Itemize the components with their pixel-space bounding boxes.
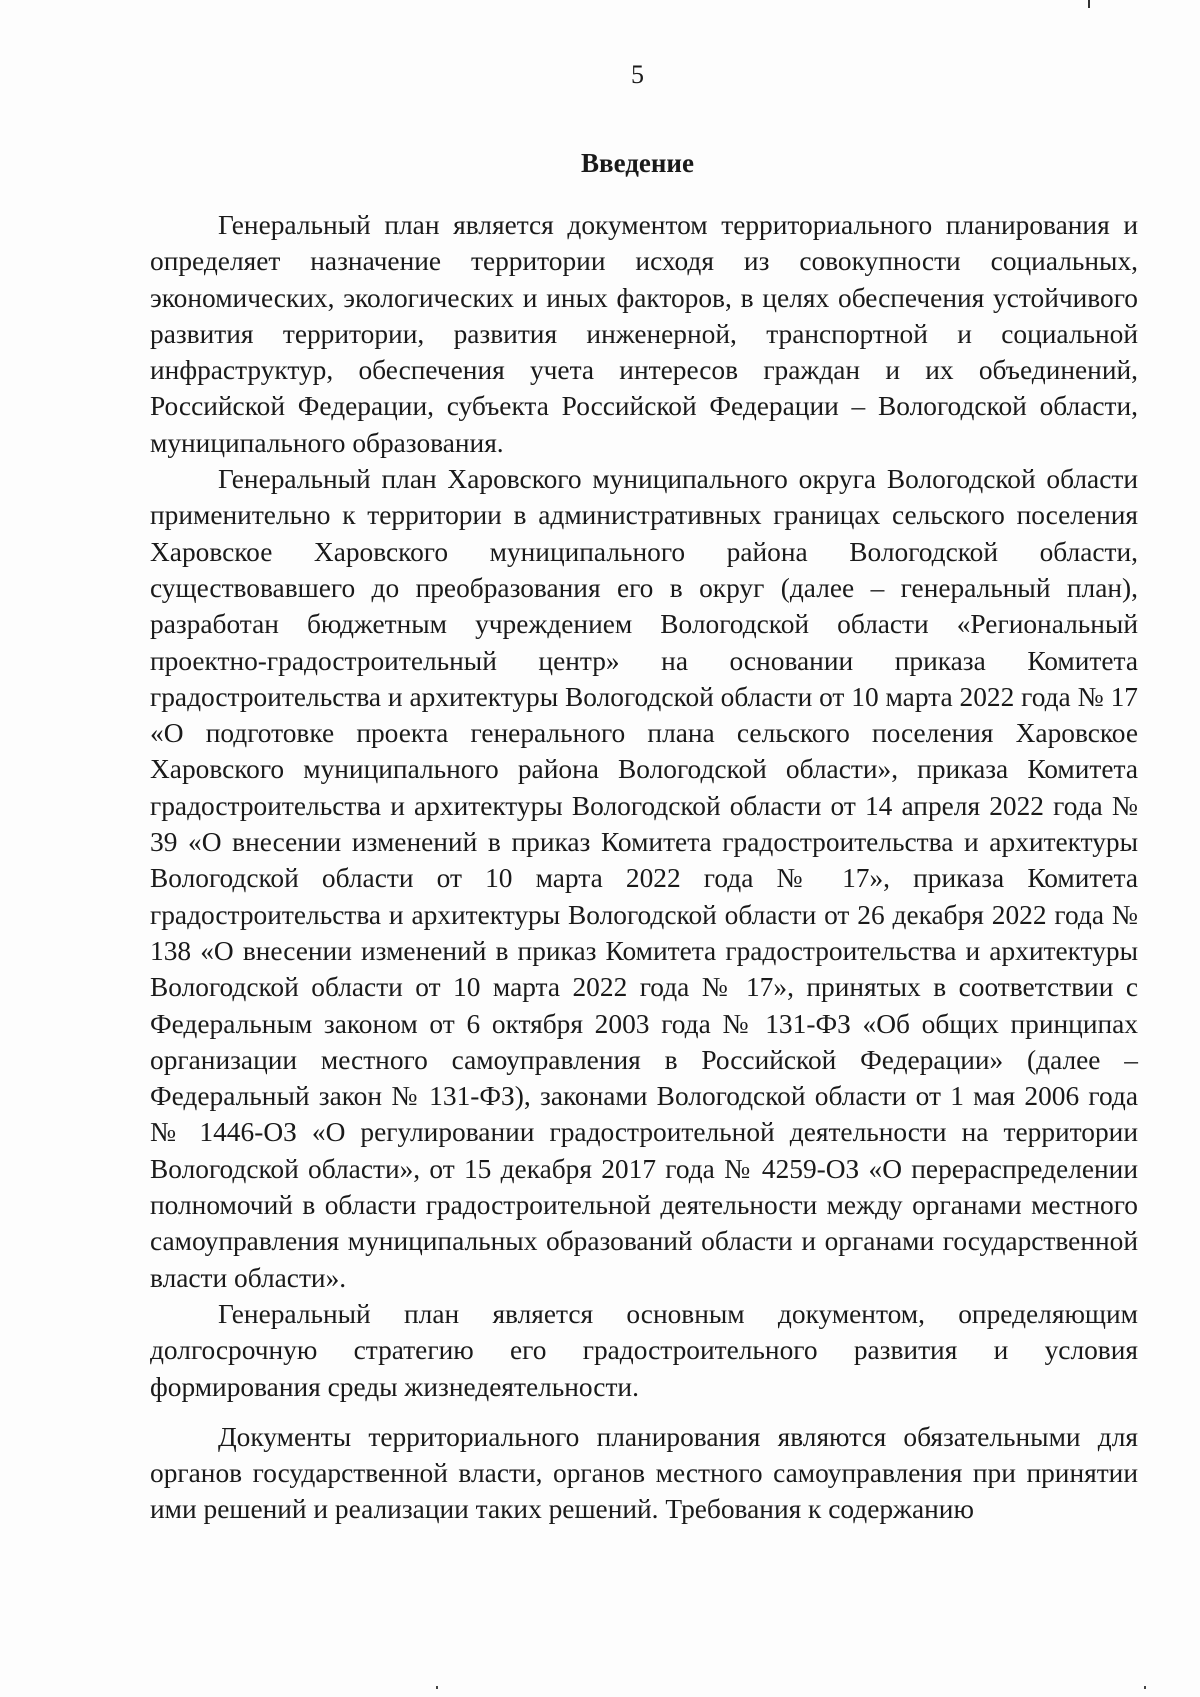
section-heading: Введение xyxy=(581,148,694,178)
paragraph: Генеральный план является основным документом, определяющим долгосрочную стратегию его градостроительного развития и условия формирования среды жизнедеятельности. xyxy=(150,1298,1138,1402)
scan-artifact xyxy=(1088,0,1090,8)
scan-artifact xyxy=(1144,1686,1146,1689)
paragraph: Документы территориального планирования являются обязательными для органов государственной власти, органов местного самоуправления при принятии ими решений и реализации таких решений. Требования к содержанию xyxy=(150,1421,1138,1525)
paragraph: Генеральный план Харовского муниципального округа Вологодской области применительно к территории в административных границах сельского поселения Харовское Харовского муниципального района Вологодской области, существовавшего до преобразования его в округ (далее – генеральный план), разработан бюджетным учреждением Вологодской области «Региональный проектно-градостроительный центр» на основании приказа Комитета градостроительства и архитектуры Вологодской области от 10 марта 2022 года № 17 «О подготовке проекта генерального плана сельского поселения Харовское Харовского муниципального района Вологодской области», приказа Комитета градостроительства и архитектуры Вологодской области от 14 апреля 2022 года № 39 «О внесении изменений в приказ Комитета градостроительства и архитектуры Вологодской области от 10 марта 2022 года № 17», приказа Комитета градостроительства и архитектуры Вологодской области от 26 декабря 2022 года № 138 «О внесении изменений в приказ Комитета градостроительства и архитектуры Вологодской области от 10 марта 2022 года № 17», принятых в соответствии с Федеральным законом от 6 октября 2003 года № 131-ФЗ «Об общих принципах организации местного самоуправления в Российской Федерации» (далее – Федеральный закон № 131-ФЗ), законами Вологодской области от 1 мая 2006 года № 1446-ОЗ «О регулировании градостроительной деятельности на территории Вологодской области», от 15 декабря 2017 года № 4259-ОЗ «О перераспределении полномочий в области градостроительной деятельности между органами местного самоуправления муниципальных образований области и органами государственной власти области». xyxy=(150,464,1138,1293)
scan-artifact xyxy=(436,1686,438,1689)
document-body xyxy=(150,207,1138,1528)
page-number: 5 xyxy=(631,60,644,89)
paragraph: Генеральный план является документом территориального планирования и определяет назначение территории исходя из совокупности социальных, экономических, экологических и иных факторов, в целях обеспечения устойчивого развития территории, развития инженерной, транспортной и социальной инфраструктур, обеспечения учета интересов граждан и их объединений, Российской Федерации, субъекта Российской Федерации – Вологодской области, муниципального образования. xyxy=(150,210,1138,458)
